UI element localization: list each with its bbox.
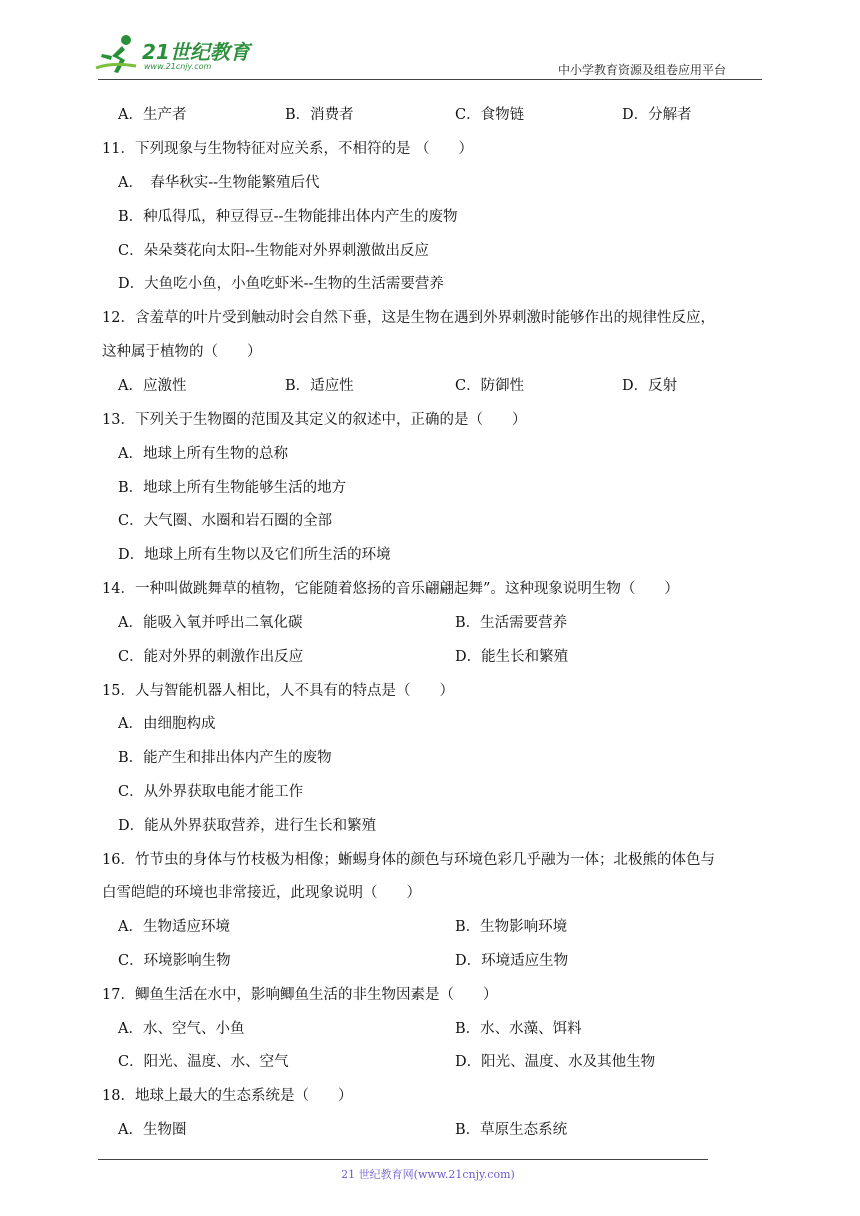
q10-option-d: D．分解者 (622, 107, 692, 123)
q12-option-c: C．防御性 (455, 378, 525, 394)
platform-title: 中小学教育资源及组卷应用平台 (558, 63, 727, 77)
site-logo (92, 34, 272, 78)
q15-option-d: D．能从外界获取营养，进行生长和繁殖 (118, 818, 377, 834)
q18-option-b: B．草原生态系统 (455, 1122, 568, 1138)
q13-option-c: C．大气圈、水圈和岩石圈的全部 (118, 513, 333, 529)
q12-stem-line1: 12．含羞草的叶片受到触动时会自然下垂，这是生物在遇到外界刺激时能够作出的规律性反应， (102, 310, 715, 326)
q10-option-c: C．食物链 (455, 107, 525, 123)
runner-logo-icon (92, 34, 142, 78)
q11-option-c: C．朵朵葵花向太阳--生物能对外界刺激做出反应 (118, 243, 429, 259)
q12-option-b: B．适应性 (285, 378, 354, 394)
q10-option-b: B．消费者 (285, 107, 354, 123)
q15-option-a: A．由细胞构成 (118, 716, 216, 732)
q14-option-b: B．生活需要营养 (455, 615, 568, 631)
q17-stem: 17．鲫鱼生活在水中，影响鲫鱼生活的非生物因素是（ ） (102, 987, 498, 1003)
page-footer (0, 1166, 860, 1182)
logo-text: 21世纪教育 (142, 40, 250, 64)
q17-option-b: B．水、水藻、饵料 (455, 1021, 582, 1037)
q16-option-d: D．环境适应生物 (455, 953, 569, 969)
q14-option-c: C．能对外界的刺激作出反应 (118, 649, 304, 665)
q14-option-a: A．能吸入氧并呼出二氧化碳 (118, 615, 303, 631)
q17-option-c: C．阳光、温度、水、空气 (118, 1054, 289, 1070)
q12-option-a: A．应激性 (118, 378, 187, 394)
footer-divider (98, 1159, 708, 1160)
q15-option-c: C．从外界获取电能才能工作 (118, 784, 304, 800)
header-divider (98, 79, 762, 80)
q11-option-a: A． 春华秋实--生物能繁殖后代 (118, 175, 320, 191)
footer-text: 21 世纪教育网(www.21cnjy.com) (341, 1168, 515, 1181)
q14-stem: 14．一种叫做跳舞草的植物，它能随着悠扬的音乐翩翩起舞”。这种现象说明生物（ ） (102, 581, 679, 597)
q13-option-d: D．地球上所有生物以及它们所生活的环境 (118, 547, 391, 563)
q11-stem: 11．下列现象与生物特征对应关系，不相符的是 （ ） (102, 141, 474, 157)
q16-option-a: A．生物适应环境 (118, 919, 230, 935)
q11-option-b: B．种瓜得瓜，种豆得豆--生物能排出体内产生的废物 (118, 209, 458, 225)
q17-option-d: D．阳光、温度、水及其他生物 (455, 1054, 656, 1070)
q13-stem: 13．下列关于生物圈的范围及其定义的叙述中，正确的是（ ） (102, 412, 527, 428)
q18-stem: 18．地球上最大的生态系统是（ ） (102, 1088, 353, 1104)
q11-option-d: D．大鱼吃小鱼，小鱼吃虾米--生物的生活需要营养 (118, 276, 444, 292)
q16-stem-line2: 白雪皑皑的环境也非常接近，此现象说明（ ） (102, 885, 421, 901)
q16-stem-line1: 16．竹节虫的身体与竹枝极为相像；蜥蜴身体的颜色与环境色彩几乎融为一体；北极熊的体色与 (102, 852, 715, 868)
q14-option-d: D．能生长和繁殖 (455, 649, 569, 665)
logo-url: www.21cnjy.com (144, 62, 212, 71)
q16-option-c: C．环境影响生物 (118, 953, 231, 969)
page-header (0, 0, 860, 80)
q17-option-a: A．水、空气、小鱼 (118, 1021, 245, 1037)
q15-option-b: B．能产生和排出体内产生的废物 (118, 750, 332, 766)
q13-option-b: B．地球上所有生物能够生活的地方 (118, 480, 347, 496)
q12-option-d: D．反射 (622, 378, 678, 394)
q13-option-a: A．地球上所有生物的总称 (118, 446, 288, 462)
q18-option-a: A．生物圈 (118, 1122, 187, 1138)
q12-stem-line2: 这种属于植物的（ ） (102, 344, 262, 360)
q16-option-b: B．生物影响环境 (455, 919, 568, 935)
q10-option-a: A．生产者 (118, 107, 187, 123)
q15-stem: 15．人与智能机器人相比，人不具有的特点是（ ） (102, 683, 454, 699)
